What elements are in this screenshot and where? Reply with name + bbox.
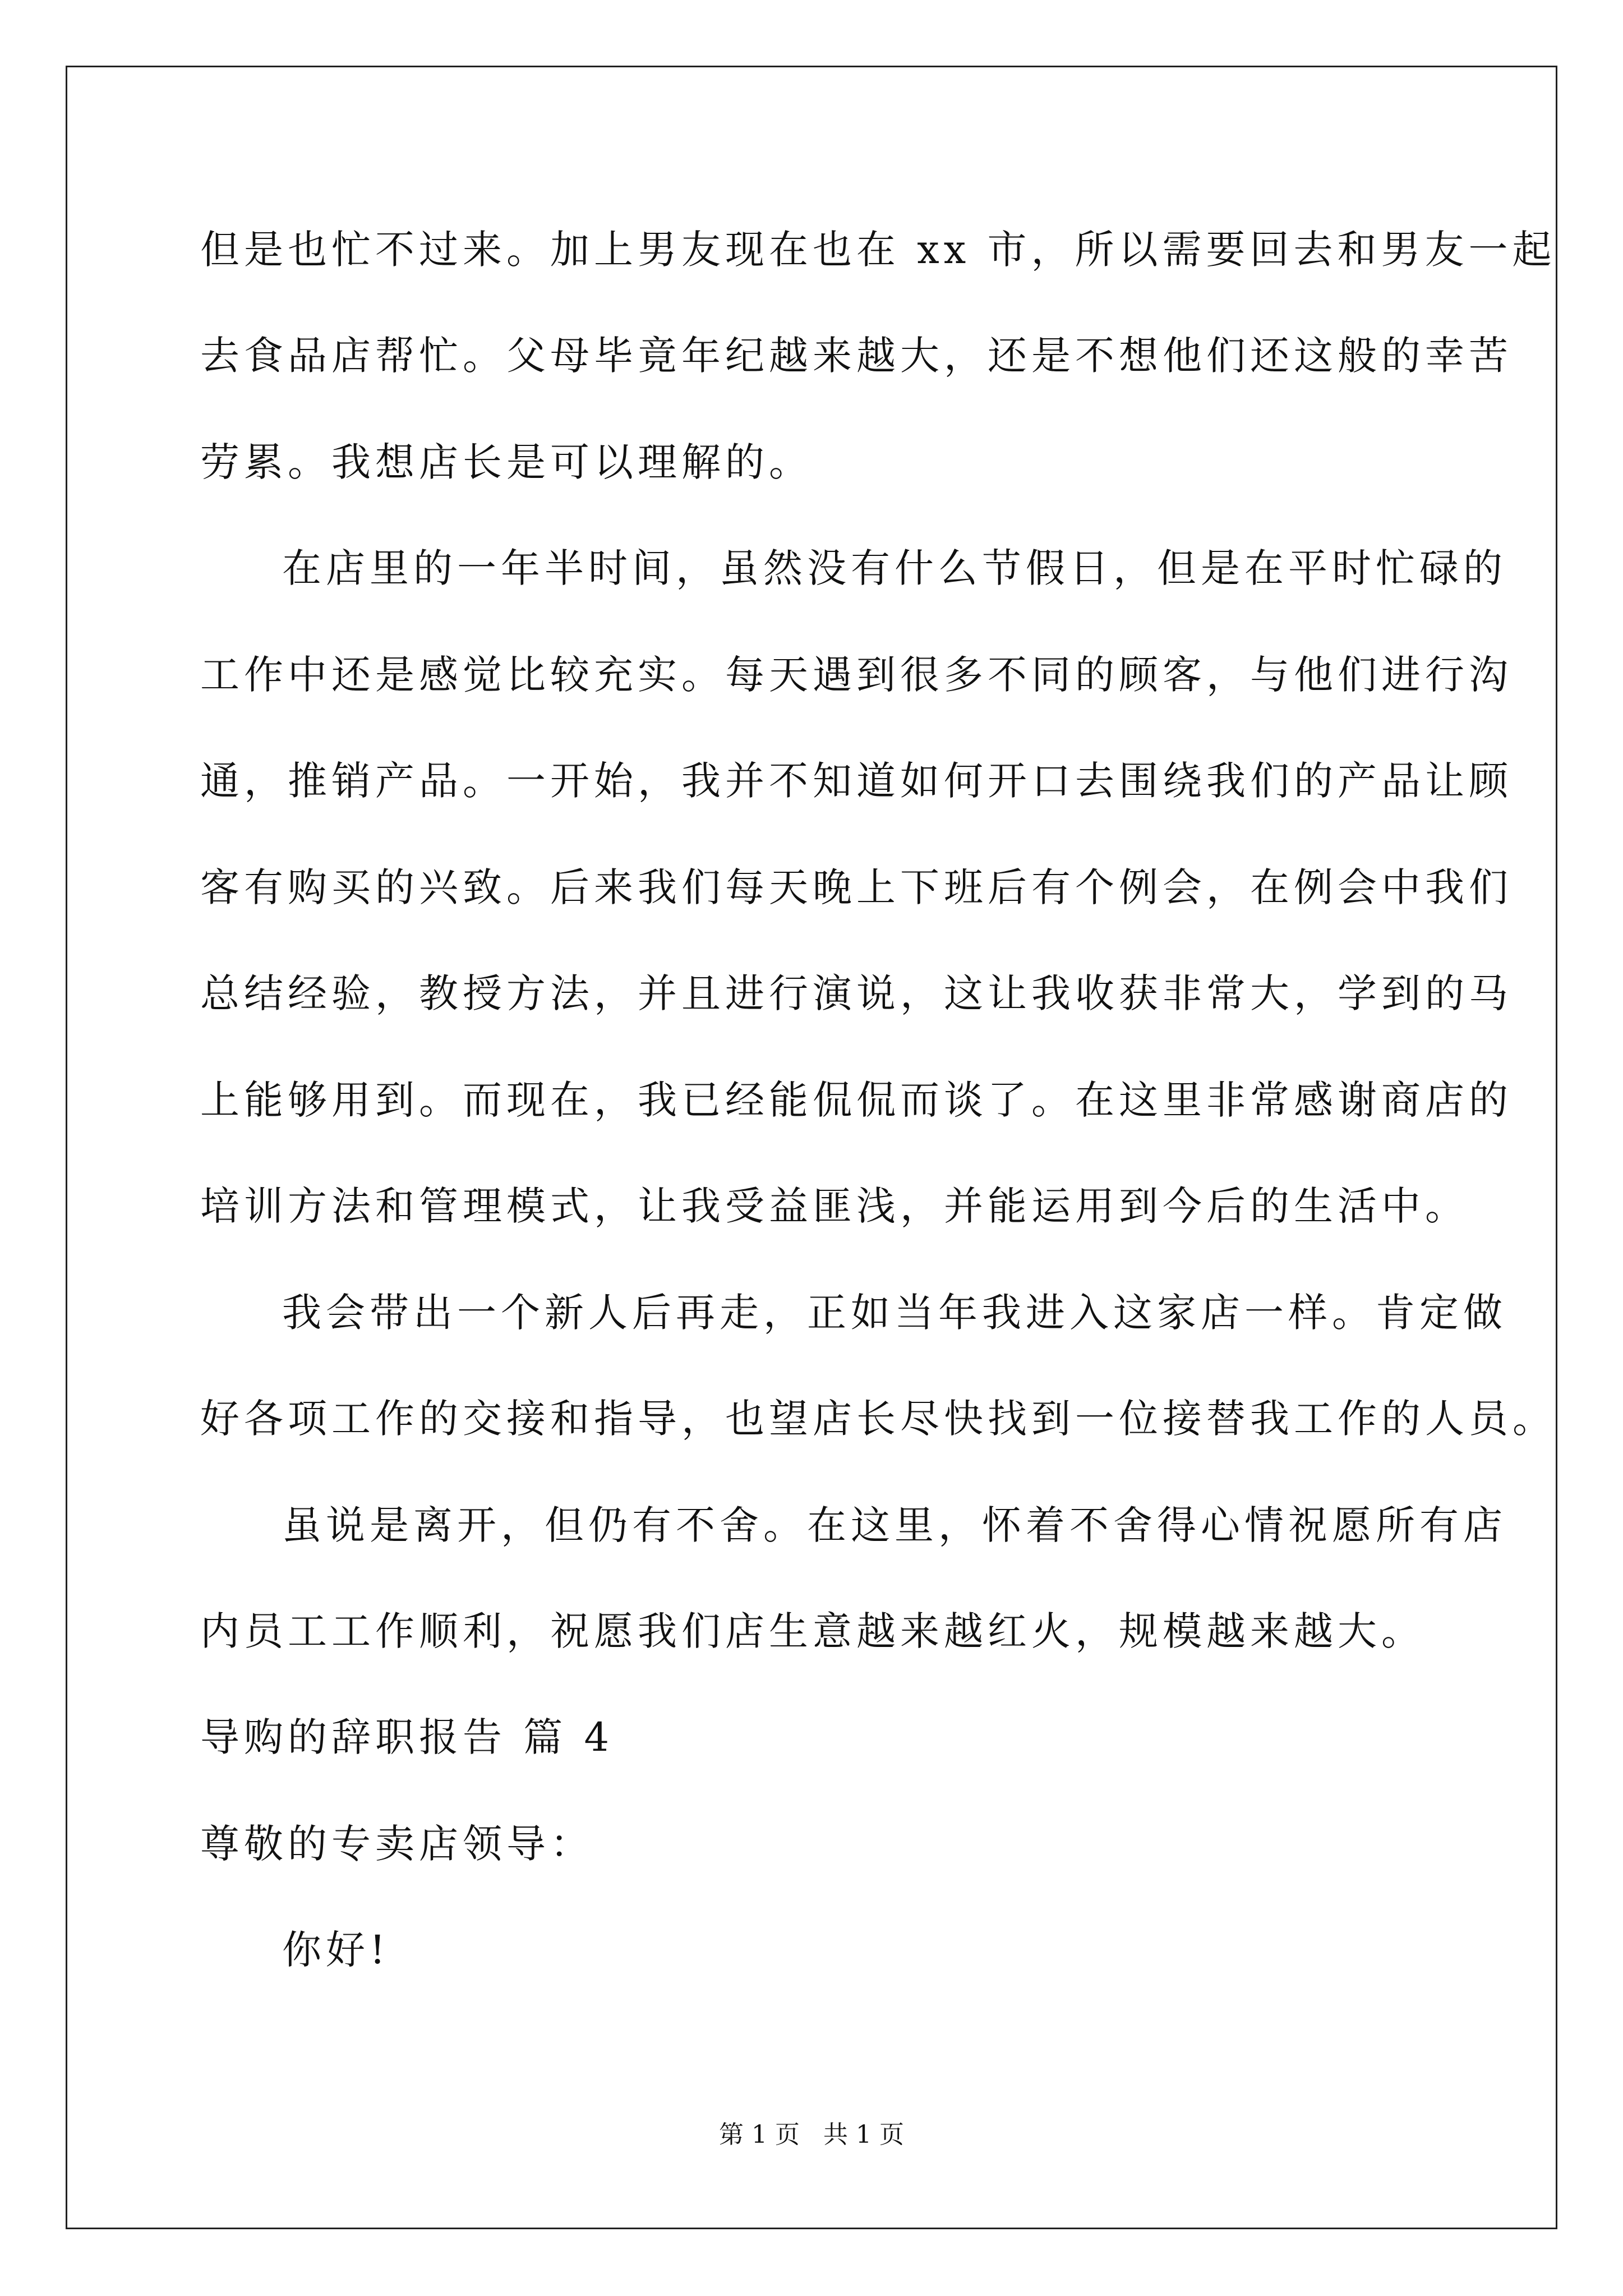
text-line: 但是也忙不过来。加上男友现在也在 xx 市，所以需要回去和男友一起 [200, 227, 1556, 273]
text-line: 上能够用到。而现在，我已经能侃侃而谈了。在这里非常感谢商店的 [200, 1077, 1513, 1123]
text-line: 培训方法和管理模式，让我受益匪浅，并能运用到今后的生活中。 [200, 1183, 1469, 1229]
greeting: 你好! [282, 1927, 390, 1973]
section-heading: 导购的辞职报告 篇 4 [200, 1714, 614, 1760]
paragraph-start-line: 我会带出一个新人后再走，正如当年我进入这家店一样。肯定做 [282, 1290, 1507, 1336]
paragraph-start-line: 虽说是离开，但仍有不舍。在这里，怀着不舍得心情祝愿所有店 [282, 1502, 1507, 1548]
page-border [66, 66, 1557, 2229]
text-line: 去食品店帮忙。父母毕竟年纪越来越大，还是不想他们还这般的幸苦 [200, 333, 1513, 379]
text-line: 好各项工作的交接和指导，也望店长尽快找到一位接替我工作的人员。 [200, 1396, 1556, 1442]
text-line: 总结经验，教授方法，并且进行演说，这让我收获非常大，学到的马 [200, 970, 1513, 1016]
text-line: 劳累。我想店长是可以理解的。 [200, 439, 813, 485]
text-line: 内员工工作顺利，祝愿我们店生意越来越红火，规模越来越大。 [200, 1608, 1425, 1654]
text-line: 工作中还是感觉比较充实。每天遇到很多不同的顾客，与他们进行沟 [200, 652, 1513, 698]
page-footer: 第 1 页 共 1 页 [719, 2120, 904, 2149]
paragraph-start-line: 在店里的一年半时间，虽然没有什么节假日，但是在平时忙碌的 [282, 545, 1507, 591]
text-line: 客有购买的兴致。后来我们每天晚上下班后有个例会，在例会中我们 [200, 864, 1513, 910]
salutation: 尊敬的专卖店领导： [200, 1821, 594, 1867]
text-line: 通，推销产品。一开始，我并不知道如何开口去围绕我们的产品让顾 [200, 758, 1513, 804]
